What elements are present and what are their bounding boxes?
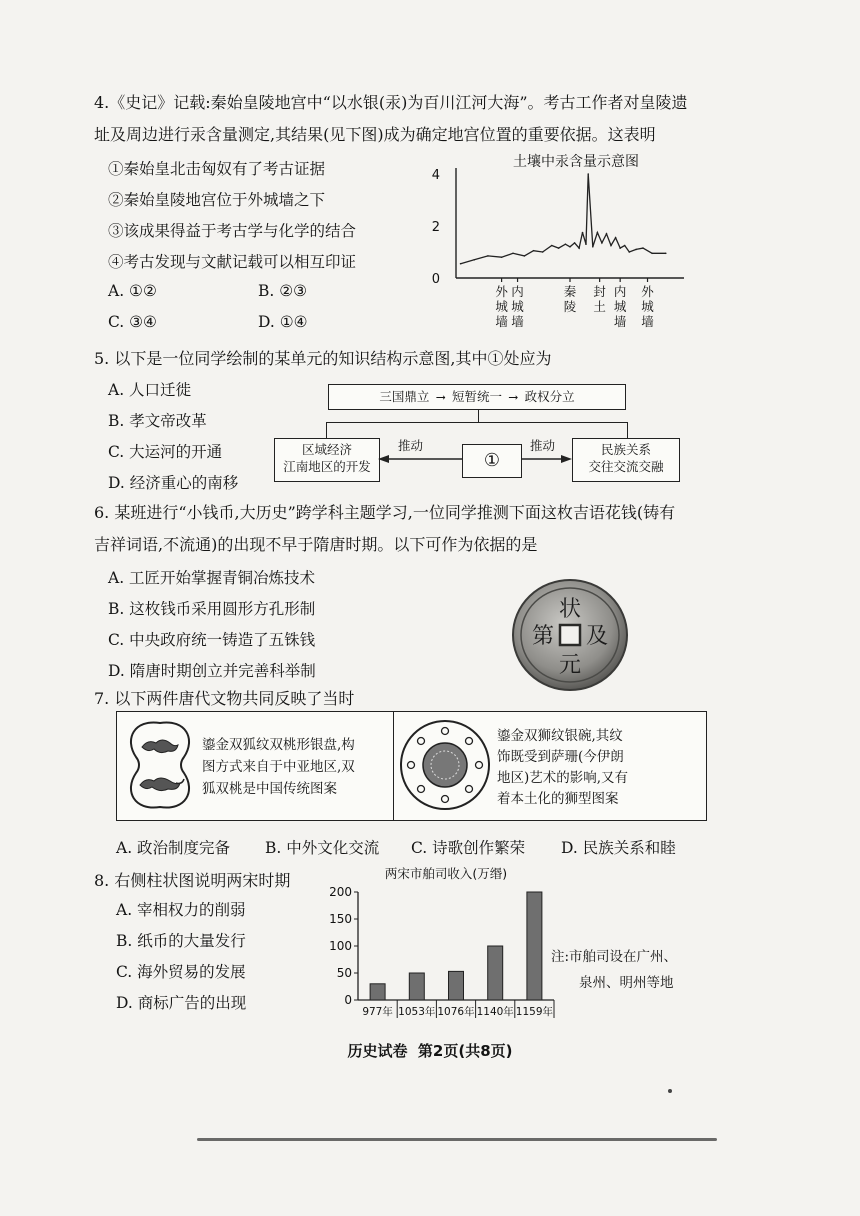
q4-item-4: ④考古发现与文献记载可以相互印证 — [108, 253, 357, 271]
line-chart-point-29 — [665, 253, 667, 255]
diagram-left-line2: 江南地区的开发 — [283, 458, 371, 474]
line-chart-point-0 — [460, 263, 462, 265]
bar-chart-y-tick-4: 200 — [329, 885, 352, 899]
q7-right-text — [497, 726, 628, 810]
q8-note — [551, 944, 677, 996]
line-chart-point-22 — [615, 237, 617, 239]
q5-option-d[interactable]: D. 经济重心的南移 — [108, 474, 239, 492]
bar-2 — [449, 971, 464, 1000]
speck-dot — [668, 1089, 672, 1093]
line-chart-point-27 — [642, 247, 644, 249]
line-chart-point-8 — [551, 245, 553, 247]
diagram-left-line1: 区域经济 — [301, 442, 352, 457]
q8-note-line2: 泉州、明州等地 — [579, 975, 674, 991]
line-chart-point-9 — [558, 247, 560, 249]
line-chart-point-2 — [487, 255, 489, 257]
q6-option-b[interactable]: B. 这枚钱币采用圆形方孔形制 — [108, 600, 316, 618]
diagram-connector-right-drop — [627, 422, 628, 438]
bar-chart-y-tick-1: 50 — [336, 966, 352, 980]
q4-option-d[interactable]: D. ①④ — [258, 313, 308, 331]
q7-right-line1: 鎏金双狮纹银碗,其纹 — [497, 728, 623, 744]
coin-char-top: 状 — [558, 597, 582, 622]
q7-left-line3: 狐双桃是中国传统图案 — [202, 781, 337, 797]
q7-right-line3: 地区)艺术的影响,又有 — [497, 770, 629, 786]
bar-1 — [409, 973, 424, 1000]
line-chart-point-18 — [597, 232, 599, 234]
q7-option-a[interactable]: A. 政治制度完备 — [116, 839, 231, 857]
q4-option-a[interactable]: A. ①② — [108, 282, 157, 300]
q7-left-line2: 图方式来自于中亚地区,双 — [202, 759, 355, 775]
line-chart-point-4 — [512, 253, 514, 255]
arrow-right-icon — [521, 454, 573, 464]
silver-plate-icon — [122, 717, 198, 813]
line-chart-point-17 — [592, 246, 594, 248]
bar-3 — [488, 946, 503, 1000]
q6-option-a[interactable]: A. 工匠开始掌握青铜冶炼技术 — [108, 569, 316, 587]
q8-option-d[interactable]: D. 商标广告的出现 — [116, 994, 247, 1012]
bottom-rule — [197, 1138, 717, 1141]
line-chart-point-20 — [606, 233, 608, 235]
line-chart-point-19 — [601, 242, 603, 244]
q8-option-b[interactable]: B. 纸币的大量发行 — [116, 932, 246, 950]
line-chart-y-tick-0: 0 — [431, 272, 440, 287]
q7-option-c[interactable]: C. 诗歌创作繁荣 — [411, 839, 526, 857]
line-chart-point-13 — [578, 247, 580, 249]
bar-chart-x-label-0: 977年 — [362, 1006, 393, 1018]
q8-option-c[interactable]: C. 海外贸易的发展 — [116, 963, 246, 981]
arrow-right-label: 推动 — [530, 438, 556, 453]
diagram-left-box — [274, 438, 380, 482]
diagram-connector-left-drop — [326, 422, 327, 438]
line-chart-point-6 — [533, 250, 535, 252]
line-chart-point-25 — [628, 251, 630, 253]
line-chart-y-tick-2: 4 — [431, 168, 440, 183]
line-chart-point-7 — [542, 251, 544, 253]
arrow-left-icon — [378, 454, 464, 464]
diagram-right-line1: 民族关系 — [600, 442, 651, 457]
mercury-line-chart — [410, 148, 700, 333]
line-chart-point-14 — [582, 232, 584, 234]
line-chart-x-label-3: 封土 — [593, 284, 606, 314]
q5-option-c[interactable]: C. 大运河的开通 — [108, 443, 223, 461]
q6-option-d[interactable]: D. 隋唐时期创立并完善科举制 — [108, 662, 316, 680]
q4-item-2: ②秦始皇陵地宫位于外城墙之下 — [108, 191, 326, 209]
bar-chart-x-label-3: 1140年 — [476, 1006, 514, 1018]
coin-char-left: 第 — [531, 624, 555, 649]
q7-option-d[interactable]: D. 民族关系和睦 — [561, 839, 676, 857]
q7-stem: 7. 以下两件唐代文物共同反映了当时 — [94, 689, 355, 708]
diagram-connector-horizontal — [326, 422, 628, 423]
coin-char-right: 及 — [585, 624, 609, 649]
q4-item-1: ①秦始皇北击匈奴有了考古证据 — [108, 160, 326, 178]
q4-stem-line2: 址及周边进行汞含量测定,其结果(见下图)成为确定地宫位置的重要依据。这表明 — [94, 125, 656, 144]
line-chart-point-24 — [624, 245, 626, 247]
line-chart-series — [461, 174, 666, 264]
q7-option-b[interactable]: B. 中外文化交流 — [265, 839, 380, 857]
q5-stem: 5. 以下是一位同学绘制的某单元的知识结构示意图,其中①处应为 — [94, 349, 552, 368]
line-chart-point-15 — [585, 243, 587, 245]
bar-0 — [370, 984, 385, 1000]
line-chart-point-1 — [473, 259, 475, 261]
q6-option-c[interactable]: C. 中央政府统一铸造了五铢钱 — [108, 631, 316, 649]
bar-chart-y-tick-0: 0 — [344, 993, 352, 1007]
line-chart-point-5 — [524, 255, 526, 257]
q8-option-a[interactable]: A. 宰相权力的削弱 — [116, 901, 246, 919]
line-chart-x-label-2: 秦陵 — [563, 284, 577, 314]
line-chart-point-3 — [501, 256, 503, 258]
page-footer: 历史试卷 第2页(共8页) — [347, 1042, 513, 1060]
diagram-right-line2: 交往交流交融 — [588, 458, 664, 474]
line-chart-y-tick-1: 2 — [431, 220, 440, 235]
q4-stem-line1: 4.《史记》记载:秦始皇陵地宫中“以水银(汞)为百川江河大海”。考古工作者对皇陵遗 — [94, 93, 688, 112]
bar-chart-title: 两宋市舶司收入(万缗) — [384, 866, 508, 881]
diagram-right-box — [572, 438, 680, 482]
line-chart-point-23 — [619, 247, 621, 249]
q4-option-c[interactable]: C. ③④ — [108, 313, 157, 331]
q7-left-text — [202, 734, 355, 800]
q7-left-line1: 鎏金双狐纹双桃形银盘,构 — [202, 737, 355, 753]
coin-char-bottom: 元 — [558, 653, 582, 678]
trade-revenue-bar-chart — [320, 862, 558, 1022]
q4-item-3: ③该成果得益于考古学与化学的结合 — [108, 222, 357, 240]
bar-chart-x-label-2: 1076年 — [437, 1006, 475, 1018]
line-chart-point-12 — [574, 242, 576, 244]
diagram-connector-vertical — [478, 410, 479, 422]
line-chart-point-16 — [587, 173, 589, 175]
bar-4 — [527, 892, 542, 1000]
line-chart-x-label-0: 外城墙 — [495, 284, 508, 329]
line-chart-point-10 — [565, 243, 567, 245]
line-chart-point-11 — [569, 246, 571, 248]
silver-bowl-icon — [398, 717, 492, 813]
line-chart-x-label-1: 内城墙 — [511, 284, 524, 329]
line-chart-x-label-4: 内城墙 — [613, 284, 627, 329]
bar-chart-x-label-4: 1159年 — [515, 1006, 554, 1018]
arrow-left-label: 推动 — [398, 438, 424, 453]
line-chart-point-26 — [635, 249, 637, 251]
line-chart-x-label-5: 外城墙 — [641, 284, 654, 329]
line-chart-point-21 — [610, 245, 612, 247]
q4-option-b[interactable]: B. ②③ — [258, 282, 308, 300]
q7-right-line2: 饰既受到萨珊(今伊朗 — [497, 749, 624, 765]
q6-stem-line2: 吉祥词语,不流通)的出现不早于隋唐时期。以下可作为依据的是 — [94, 535, 538, 554]
diagram-top-box: 三国鼎立 ⟶ 短暂统一 ⟶ 政权分立 — [328, 384, 626, 410]
q5-option-b[interactable]: B. 孝文帝改革 — [108, 412, 207, 430]
q8-stem: 8. 右侧柱状图说明两宋时期 — [94, 871, 291, 890]
q7-right-line4: 着本土化的狮型图案 — [497, 791, 619, 807]
coin-image — [510, 578, 630, 692]
q5-option-a[interactable]: A. 人口迁徙 — [108, 381, 192, 399]
bar-chart-y-tick-2: 100 — [329, 939, 352, 953]
q8-note-line1: 注:市舶司设在广州、 — [551, 949, 678, 965]
q6-stem-line1: 6. 某班进行“小钱币,大历史”跨学科主题学习,一位同学推测下面这枚吉语花钱(铸有 — [94, 503, 676, 522]
bar-chart-x-label-1: 1053年 — [398, 1006, 436, 1018]
line-chart-point-28 — [651, 253, 653, 255]
line-chart-title: 土壤中汞含量示意图 — [513, 154, 639, 170]
diagram-center-box: ① — [462, 444, 522, 478]
bar-chart-y-tick-3: 150 — [329, 912, 352, 926]
